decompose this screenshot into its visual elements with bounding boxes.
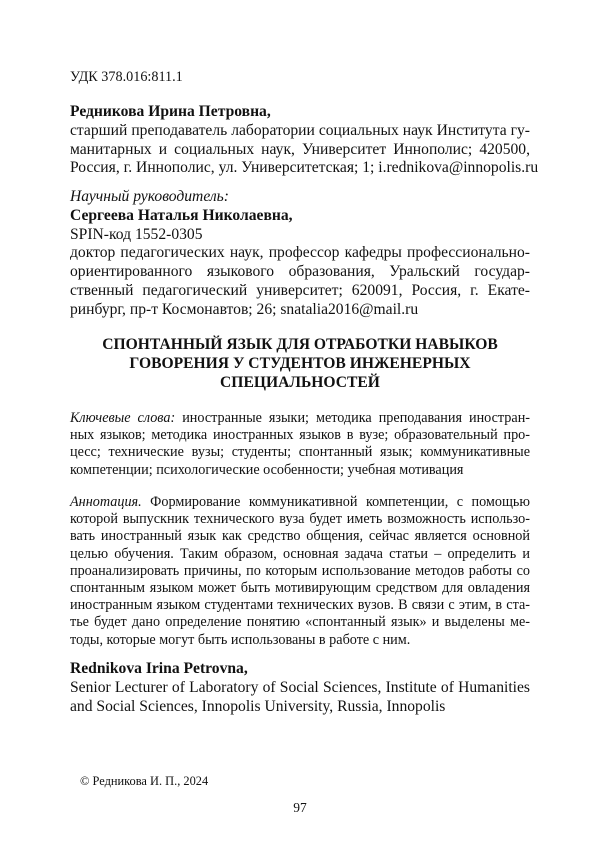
abstract-line: вать иностранный язык как средство общения, сейчас является основной: [70, 528, 530, 545]
english-affiliation-line: Senior Lecturer of Laboratory of Social Sciences, Institute of Humanities: [70, 679, 530, 698]
keywords-line: ных языков; методика иностранных языков в вузе; образовательный про-: [70, 427, 530, 444]
author-affiliation-line: манитарных и социальных наук, Университет Иннополис; 420500,: [70, 141, 530, 160]
abstract-text: Формирование коммуникативной компетенции, с помощью: [150, 494, 530, 510]
supervisor-spin: SPIN-код 1552-0305: [70, 226, 530, 245]
copyright-text: © Редникова И. П., 2024: [80, 774, 208, 788]
abstract-label: Аннотация.: [70, 494, 142, 510]
abstract-line: проанализировать причины, по которым использование методов работы со: [70, 563, 530, 580]
title-line: СПОНТАННЫЙ ЯЗЫК ДЛЯ ОТРАБОТКИ НАВЫКОВ: [70, 336, 530, 355]
page-number-text: 97: [293, 800, 307, 815]
keywords-block: [70, 410, 530, 479]
udk-text: УДК 378.016:811.1: [70, 69, 530, 86]
abstract-line: тье будет дано определение понятию «спонтанный язык» и выделены ме-: [70, 614, 530, 631]
abstract-line: которой выпускник технического вуза будет иметь возможность использо-: [70, 511, 530, 528]
supervisor-affiliation-line: ственный педагогический университет; 620091, Россия, г. Екате-: [70, 282, 530, 301]
article-title: [70, 336, 530, 392]
supervisor-affiliation-line: ориентированного языкового образования, Уральский государ-: [70, 263, 530, 282]
supervisor-name: Сергеева Наталья Николаевна,: [70, 207, 530, 226]
english-author-name: Rednikova Irina Petrovna,: [70, 660, 530, 679]
author-affiliation-line: старший преподаватель лаборатории социальных наук Института гу-: [70, 122, 530, 141]
page-number: [0, 800, 600, 816]
abstract-block: [70, 494, 530, 649]
keywords-line: цесс; технические вузы; студенты; спонтанный язык; коммуникативные: [70, 444, 530, 461]
author-block: [70, 103, 530, 178]
english-affiliation-line: and Social Sciences, Innopolis University, Russia, Innopolis: [70, 698, 530, 717]
english-author-block: [70, 660, 530, 716]
abstract-line: целью обучения. Таким образом, основная задача статьи – определить и: [70, 546, 530, 563]
author-name: Редникова Ирина Петровна,: [70, 103, 530, 122]
supervisor-affiliation-line: ринбург, пр-т Космонавтов; 26; snatalia2016@mail.ru: [70, 301, 530, 320]
udk-code: [70, 69, 530, 86]
supervisor-affiliation-line: доктор педагогических наук, профессор кафедры профессионально-: [70, 244, 530, 263]
keywords-text: иностранные языки; методика преподавания иностран-: [182, 410, 530, 426]
supervisor-label: Научный руководитель:: [70, 188, 530, 207]
author-affiliation-line: Россия, г. Иннополис, ул. Университетская; 1; i.rednikova@innopolis.ru: [70, 159, 530, 178]
keywords-first-line: [70, 410, 530, 427]
keywords-label: Ключевые слова:: [70, 410, 175, 426]
supervisor-block: [70, 188, 530, 320]
keywords-line: компетенции; психологические особенности; учебная мотивация: [70, 462, 530, 479]
copyright-notice: [80, 774, 208, 789]
abstract-line: спонтанным языком может быть мотивирующим средством для овладения: [70, 580, 530, 597]
abstract-line: тоды, которые могут быть использованы в работе с ним.: [70, 632, 530, 649]
abstract-line: иностранным языком студентами технических вузов. В связи с этим, в ста-: [70, 597, 530, 614]
title-line: ГОВОРЕНИЯ У СТУДЕНТОВ ИНЖЕНЕРНЫХ: [70, 355, 530, 374]
abstract-first-line: [70, 494, 530, 511]
title-line: СПЕЦИАЛЬНОСТЕЙ: [70, 374, 530, 393]
